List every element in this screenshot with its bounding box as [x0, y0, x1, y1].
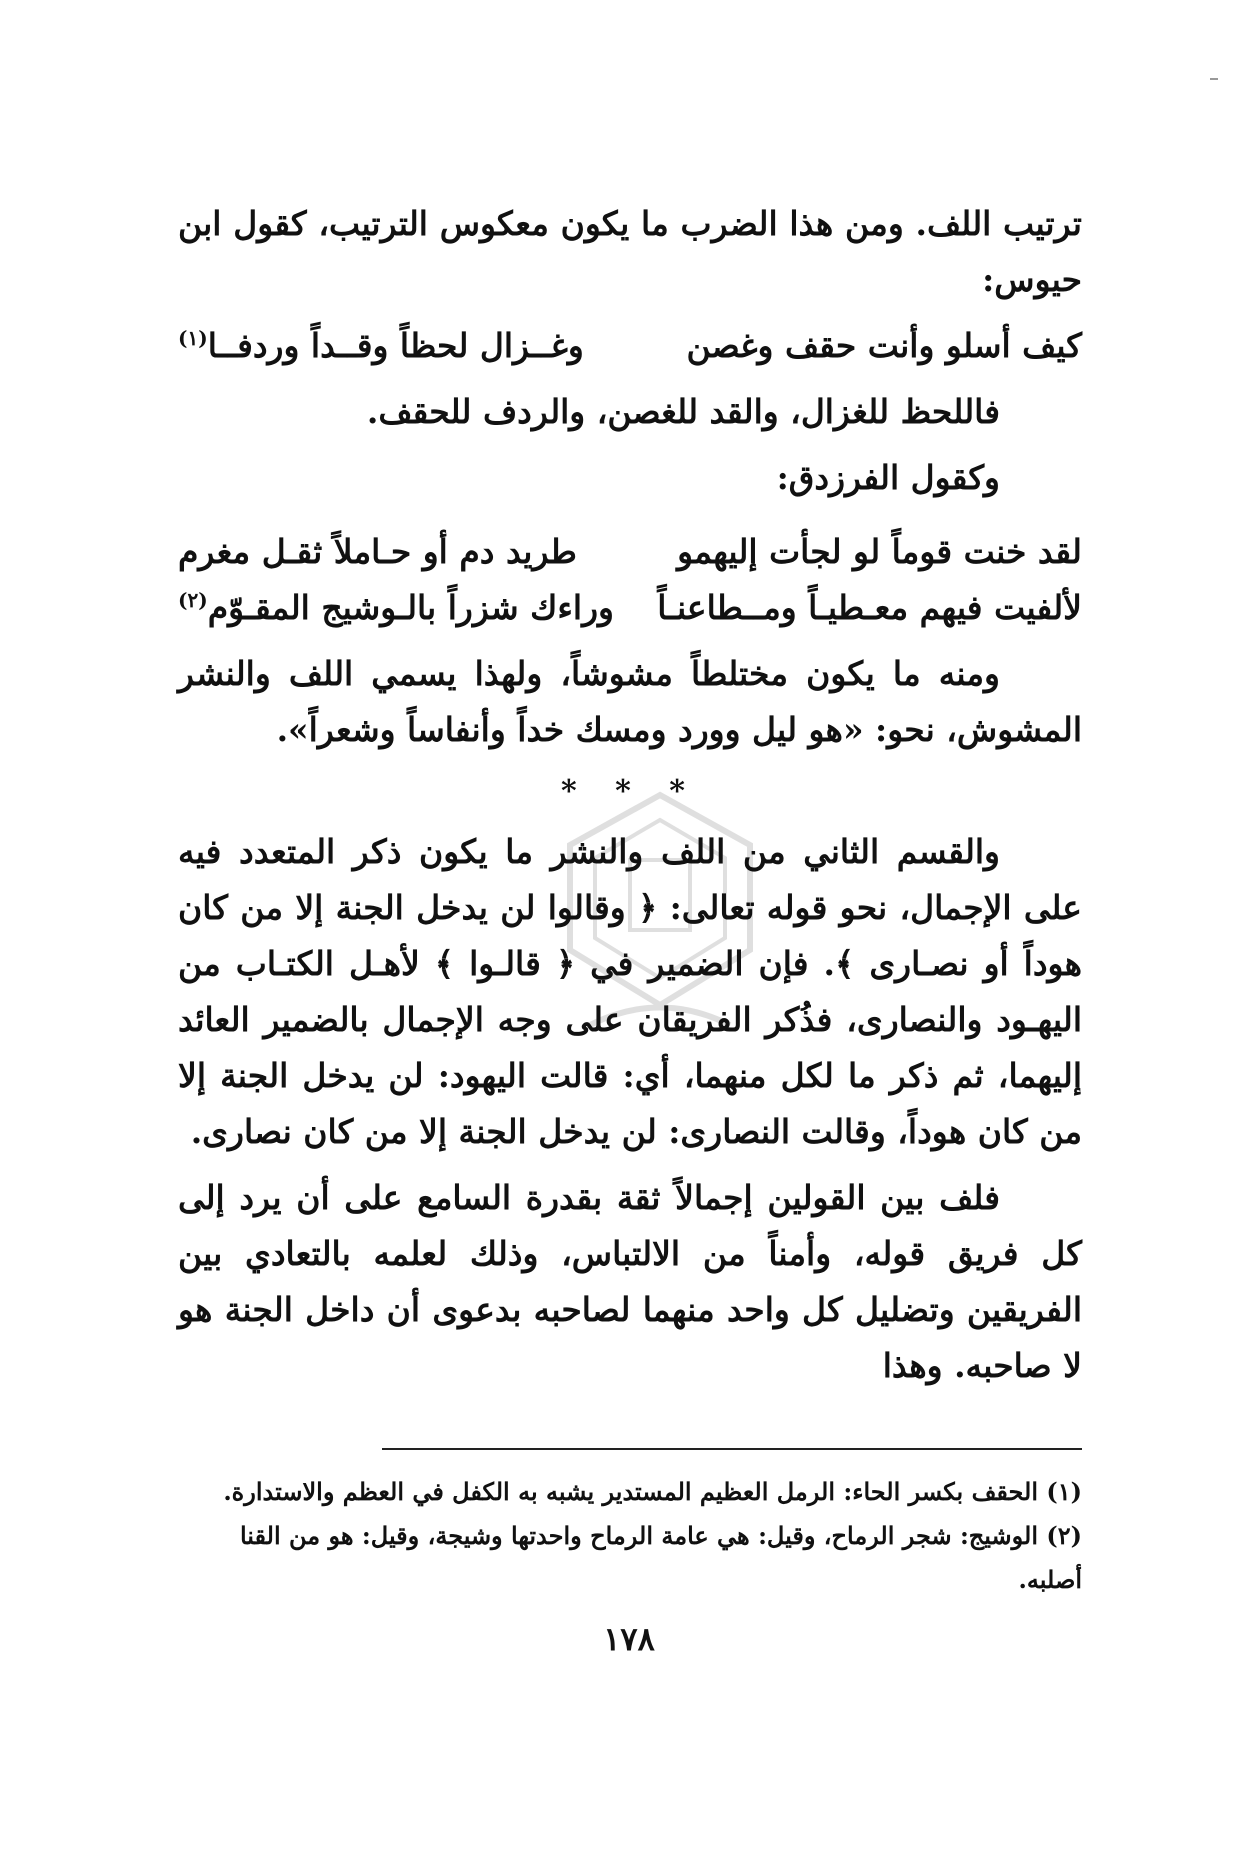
- verse-ibn-hayyus: [178, 318, 1082, 374]
- footnote-divider: [382, 1448, 1082, 1450]
- paragraph-1: ترتيب اللف. ومن هذا الضرب ما يكون معكوس الترتيب، كقول ابن حيوس:: [178, 204, 1082, 299]
- verse-farazdaq: [178, 524, 1082, 636]
- footnote-1: (١) الحقف بكسر الحاء: الرمل العظيم المستدير يشبه به الكفل في العظم والاستدارة.: [223, 1477, 1082, 1506]
- verse-line-2-second: وراءك شزراً بالـوشيج المقـوّم$^{(٢)}$: [178, 588, 614, 627]
- footnote-ref-1: (١): [178, 326, 208, 350]
- footnote-ref-2: (٢): [178, 588, 208, 612]
- verse-line-1-first: لقد خنت قوماً لو لجأت إليهمو: [677, 532, 1082, 571]
- verse-second-hemistich: وغــزال لحظاً وقــداً وردفــا$^{(١)}$: [178, 326, 584, 365]
- scan-speck: [1210, 78, 1218, 80]
- main-text: [178, 196, 1082, 1394]
- verse-first-hemistich: كيف أسلو وأنت حقف وغصن: [686, 326, 1082, 365]
- paragraph-6: فلف بين القولين إجمالاً ثقة بقدرة السامع على أن يرد إلى كل فريق قوله، وأمناً من الالتباس، وذلك لعلمه بالتعادي بين الفريقين وتضليل كل واحد منهما لصاحبه بدعوى أن داخل الجنة هو لا صاحبه. وهذا: [178, 1178, 1082, 1385]
- paragraph-4: ومنه ما يكون مختلطاً مشوشاً، ولهذا يسمي اللف والنشر المشوش، نحو: «هو ليل وورد ومسك خداً وأنفاساً وشعراً».: [178, 654, 1082, 749]
- page-number: ١٧٨: [603, 1620, 655, 1658]
- paragraph-3: وكقول الفرزدق:: [776, 458, 1000, 497]
- verse-line-2-first: لألفيت فيهم معـطيـاً ومــطاعنـاً: [657, 588, 1082, 627]
- paragraph-2: فاللحظ للغزال، والقد للغصن، والردف للحقف.: [366, 392, 1000, 431]
- verse-line-2: [178, 580, 1082, 636]
- section-separator: * * *: [561, 774, 699, 809]
- paragraph-5: والقسم الثاني من اللف والنشر ما يكون ذكر المتعدد فيه على الإجمال، نحو قوله تعالى: ﴿ وقالوا لن يدخل الجنة إلا من كان هوداً أو نصـارى ﴾. فإن الضمير في ﴿ قالـوا ﴾ لأهـل الكتـاب من اليهـود والنصارى، فذُكر الفريقان على وجه الإجمال بالضمير العائد إليهما، ثم ذكر ما لكل منهما، أي: قالت اليهود: لن يدخل الجنة إلا من كان هوداً، وقالت النصارى: لن يدخل الجنة إلا من كان نصارى.: [178, 832, 1082, 1151]
- verse-line-1-second: طريد دم أو حـاملاً ثقـل مغرم: [178, 532, 577, 571]
- footnote-2: (٢) الوشيج: شجر الرماح، وقيل: هي عامة الرماح واحدتها وشيجة، وقيل: هو من القنا أصلبه.: [239, 1521, 1082, 1594]
- verse-line-1: [178, 524, 1082, 580]
- footnotes: [178, 1470, 1082, 1602]
